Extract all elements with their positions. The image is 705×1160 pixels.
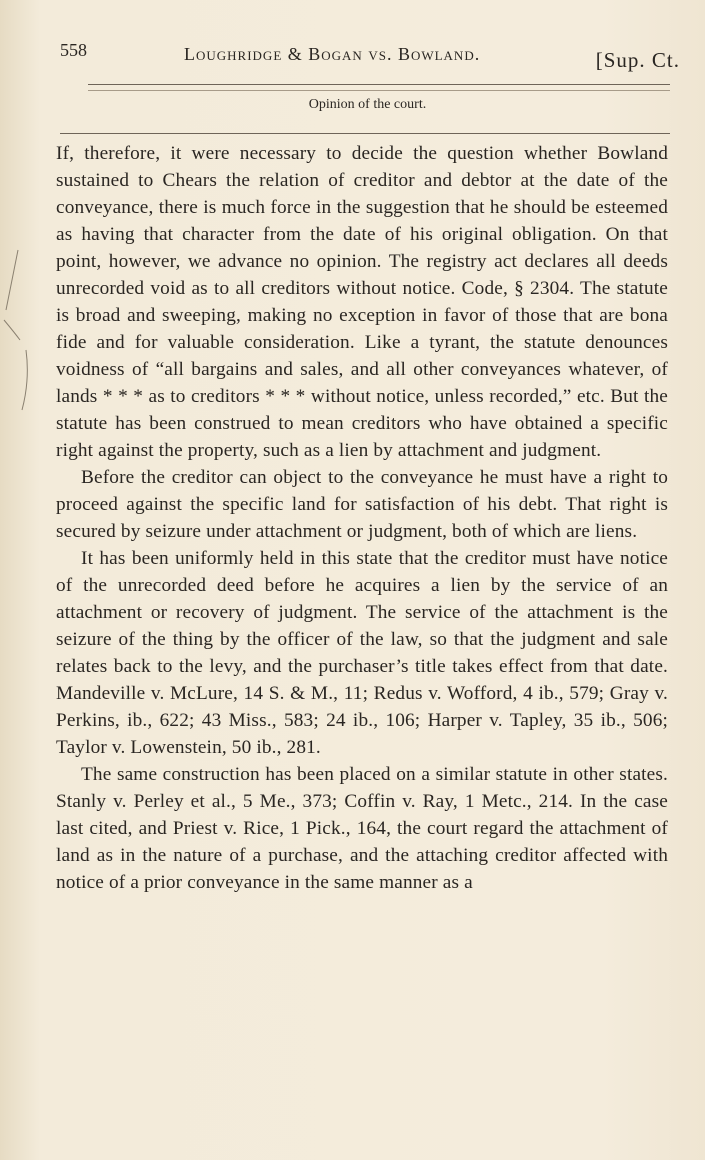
header-rule: [88, 84, 670, 85]
paragraph: The same construction has been placed on a similar statute in other states. Stanly v. Perley et al., 5 Me., 373; Coffin v. Ray, 1 Metc., 214. In the case last cited, and Priest v. Rice, 1 Pick., 164, the court regard the attachment of land as in the nature of a purchase, and the attaching creditor affected with notice of a prior conveyance in the same manner as a: [56, 764, 668, 893]
running-head: [60, 40, 680, 76]
page-number: 558: [60, 40, 87, 60]
paragraph: Before the creditor can object to the conveyance he must have a right to proceed against the specific land for satisfaction of his debt. That right is secured by seizure under attachment or judgment, both of which are liens.: [56, 467, 668, 542]
paragraph: If, therefore, it were necessary to decide the question whether Bowland sustained to Chears the relation of creditor and debtor at the date of the conveyance, there is much force in the suggestion that he should be esteemed as having that character from the date of his original obligation. On that point, however, we advance no opinion. The registry act declares all deeds unrecorded void as to all creditors without notice. Code, § 2304. The statute is broad and sweeping, making no exception in favor of those that are bona fide and for valuable consideration. Like a tyrant, the statute denounces voidness of “all bargains and sales, and all other conveyances whatever, of lands * * * as to creditors * * * without notice, unless recorded,” etc. But the statute has been construed to mean creditors who have obtained a specific right against the property, such as a lien by attachment and judgment.: [56, 143, 668, 461]
subheading-rule: [60, 133, 670, 134]
court-reference: [Sup. Ct.: [595, 48, 680, 72]
case-title: Loughridge & Bogan vs. Bowland.: [184, 44, 481, 64]
section-subheading: Opinion of the court.: [308, 97, 427, 112]
margin-pencil-mark: [0, 240, 40, 420]
header-rule-secondary: [88, 90, 670, 91]
paragraph: It has been uniformly held in this state that the creditor must have notice of the unrecorded deed before he acquires a lien by the service of an attachment or recovery of judgment. The service of the attachment is the seizure of the thing by the officer of the law, so that the judgment and sale relates back to the levy, and the purchaser’s title takes effect from that date. Mandeville v. McLure, 14 S. & M., 11; Redus v. Wofford, 4 ib., 579; Gray v. Perkins, ib., 622; 43 Miss., 583; 24 ib., 106; Harper v. Tapley, 35 ib., 506; Taylor v. Lowenstein, 50 ib., 281.: [56, 548, 668, 758]
opinion-text: [56, 140, 668, 896]
